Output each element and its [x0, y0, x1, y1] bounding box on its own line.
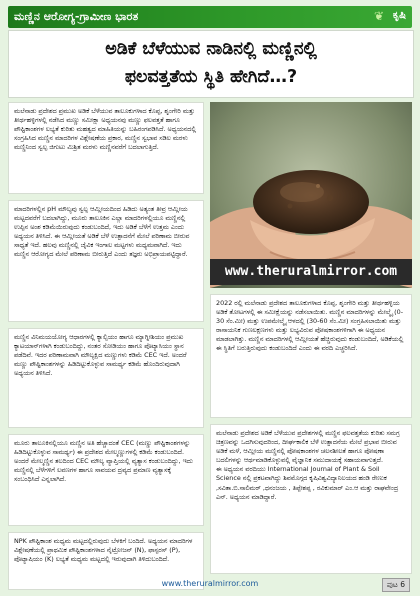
left-column	[8, 102, 204, 596]
left-paragraph-1: ಮಲೆನಾಡು ಪ್ರದೇಶದ ಪ್ರಮುಖ ಅಡಿಕೆ ಬೆಳೆಯುವ ತಾಲೂಕುಗಳಾದ ಕೊಪ್ಪ, ಶೃಂಗೇರಿ ಮತ್ತು ತೀರ್ಥಹಳ್ಳಿಗಳಲ್ಲಿ ನಡೆಸಿದ ಮಣ್ಣು ಸಮೀಕ್ಷಾ ಅಧ್ಯಯನವು ಮಣ್ಣು ಫಲವತ್ತತೆ ಹಾಗೂ ಪೌಷ್ಟಿಕಾಂಶಗಳ ಲಭ್ಯತೆ ಕುರಿತು ಮಹತ್ವದ ಮಾಹಿತಿಯನ್ನು ಬಹಿರಂಗಪಡಿಸಿದೆ. ಅಧ್ಯಯನದಲ್ಲಿ ಸಂಗ್ರಹಿಸಿದ ಮಣ್ಣಿನ ಮಾದರಿಗಳ ವಿಶ್ಲೇಷಣೆಯ ಪ್ರಕಾರ, ಮಣ್ಣಿನ ಸ್ವಭಾವ ಸಡಿಲ ಮರಳು ಮಣ್ಣಿನಿಂದ ಸ್ವಲ್ಪ ಜಿಗುಟು ಮಿಶ್ರಿತ ಮರಳು ಮಣ್ಣಿನವರೆಗೆ ಬದಲಾಗುತ್ತಿದೆ.	[8, 102, 204, 194]
footer-website-link[interactable]: www.theruralmirror.com	[161, 579, 259, 588]
section-header-bar	[8, 6, 412, 28]
photo-url-watermark: www.theruralmirror.com	[210, 259, 412, 285]
right-paragraph-2: ಮಲೆನಾಡು ಪ್ರದೇಶದ ಅಡಿಕೆ ಬೆಳೆಯುವ ಪ್ರದೇಶಗಳಲ್ಲಿ ಮಣ್ಣಿನ ಫಲವತ್ತತೆಯ ಕುರಿತು ಸಮಗ್ರ ಚಿತ್ರಣವನ್ನು ಒದಗಿಸುವುದರಿಂದ, ದೀರ್ಘಕಾಲಿಕ ಬೆಳೆ ಉತ್ಪಾದನೆಯ ಮೇಲೆ ಪ್ರಭಾವ ಬೀರುವ ಅಡಿಕೆ ಮಳೆ, ಆಮ್ಲೀಯ ಮಣ್ಣಿನಲ್ಲಿ ಪೋಷಕಾಂಶಗಳ ಚಲನಶೀಲತೆ ಹಾಗೂ ಪೋಷಣಾ ಬದಲಿಗಳನ್ನು ಆರ್ಥಮಾಡಿಕೊಳ್ಳುವಲ್ಲಿ ವೈಜ್ಞಾನಿಕ ಸಮುದಾಯಕ್ಕೆ ಸಹಾಯವಾಗುತ್ತದೆ. ಈ ಅಧ್ಯಯನ ವರದಿಯು International Journal of Plant & Soil Science ನಲ್ಲಿ ಪ್ರಕಟವಾಗಿದ್ದು ಶಿವಮೊಗ್ಗದ ಕೃಷಿವಿಶ್ವವಿದ್ಯಾನಿಲಯದ ಹಂಡಿ ರೇಣುಕ ,ಸವಿತಾ.ಬಿ.ಸಾಲಿಮಠ್ ,ಧನಂಜಯ , ತಿಪ್ಪೇಶಪ್ಪ , ರವಿಕುಮಾರ್ ಎಂ.ಆ ಮತ್ತು ರಾಘವೇಂದ್ರ ಎನ್. ಅಧ್ಯಯನ ಮಾಡಿದ್ದಾರೆ.	[210, 424, 412, 574]
page-number: ಪುಟ 6	[382, 578, 410, 592]
left-paragraph-3: ಮಣ್ಣಿನ ವಿನಿಮಯಯೋಗ್ಯ ಆಧಾರಗಳಲ್ಲಿ ಕ್ಯಾಲ್ಸಿಯಂ ಹಾಗೂ ಮ್ಯಾಗ್ನೀಶಿಯಂ ಪ್ರಮುಖ ಕ್ಯಾಟಯಾನ್‌ಗಳಾಗಿ ಕಂಡುಬಂದಿದ್ದು, ನಂತರ ಸೋಡಿಯಂ ಹಾಗೂ ಪೊಟ್ಯಾಸಿಯಂ ಸ್ಥಾನ ಪಡೆದಿವೆ. ಇದರ ಪರಿಣಾಮವಾಗಿ ಮೌಲ್ಯಕ್ಷಿದ ಮಣ್ಣುಗಳು ಕಡಿಮೆ CEC ಇದೆ. ಅಂದರೆ ಮಣ್ಣು ಪೌಷ್ಟಿಕಾಂಶಗಳನ್ನು ಹಿಡಿದಿಟ್ಟುಕೊಳ್ಳುವ ಸಾಮರ್ಥ್ಯ ಕಡಿಮೆ ಹೊಂದಿರುವುದಾಗಿ ಅಧ್ಯಯನ ತಿಳಿಸಿದೆ.	[8, 328, 204, 428]
left-paragraph-5: NPK ಪೌಷ್ಟಿಕಾಂಶ ಮಧ್ಯಮ ಮಟ್ಟದಲ್ಲಿರುವುದು ಬೆಳಕಿಗೆ ಬಂದಿದೆ. ಅಧ್ಯಯನ ಮಾದರಿಗಳ ವಿಶ್ಲೇಷಣೆಯಲ್ಲಿ ಪ್ರಾಥಮಿಕ ಪೌಷ್ಟಿಕಾಂಶಗಳಾದ ನೈಟ್ರೋಜನ್ (N), ಫಾಸ್ಪರಸ್ (P), ಪೊಟ್ಯಾಷಿಯಂ (K) ಲಭ್ಯತೆ ಮಧ್ಯಮ ಮಟ್ಟದಲ್ಲಿ ಇರುವುದಾಗಿ ತಿಳಿದುಬಂದಿದೆ.	[8, 532, 204, 590]
hands-holding-soil-photo	[210, 102, 412, 288]
right-column	[210, 102, 412, 580]
headline-line-1: ಅಡಿಕೆ ಬೆಳೆಯುವ ನಾಡಿನಲ್ಲಿ ಮಣ್ಣಿನಲ್ಲಿ	[105, 39, 317, 59]
left-paragraph-4: ಮೂರು ತಾಲೂಕಿನಲ್ಲಿಯೂ ಮಣ್ಣಿನ ಅತಿ ಹೆಚ್ಚಾದಂತೆ CEC (ಮಣ್ಣು ಪೌಷ್ಟಿಕಾಂಶಗಳನ್ನು ಹಿಡಿದಿಟ್ಟುಕೊಳ್ಳುವ ಸಾಮರ್ಥ್ಯ) ಈ ಪ್ರದೇಶದ ಮೇಲ್ಮಣ್ಣುಗಳಲ್ಲಿ ಕಡಿಮೆ ಕಂಡುಬಂದಿದೆ. ಅಂದರೆ ಮೇಲ್ಮಣ್ಣಿನ ತಲದಿಂದ CEC ಮೌಲ್ಯ ವ್ಯಾಪ್ತಿಯಲ್ಲಿ ವ್ಯತ್ಯಾಸ ಕಂಡುಬಂದಿದ್ದು, ಇದು ಮಣ್ಣಿನಲ್ಲಿ ಬೆಳೆಗಳಿಗೆ ಲವಣಗಳ ಹಾಗೂ ಸಾವಯವ ದ್ರವ್ಯದ ಪ್ರಮಾಣ ವ್ಯತ್ಯಾಸಕ್ಕೆ ಸಂಬಂಧಿಸಿದೆ ಎನ್ನಲಾಗಿದೆ.	[8, 434, 204, 526]
category-label: ಕೃಷಿ	[392, 10, 406, 21]
left-paragraph-2: ಮಾದರಿಗಳಲ್ಲಿನ pH ಮೌಲ್ಯವು ಸ್ವಲ್ಪ ಆಮ್ಲೀಯದಿಂದ ಹಿಡಿದು ಅತ್ಯಂತ ತೀವ್ರ ಆಮ್ಲೀಯ ಮಟ್ಟದವರೆಗೆ ಬದಲಾಗಿದ್ದು, ಮೂರು ತಾಲೂಕಿನ ಎಲ್ಲಾ ಮಾದರಿಗಳಲ್ಲಿಯೂ ಮಣ್ಣಿನಲ್ಲಿ ಉಪ್ಪಿನ ಅಂಶ ಕಡಿಮೆಯಿರುವುದು ಕಂಡುಬಂದಿದೆ, ಇದು ಅಡಿಕೆ ಬೆಳೆಗೆ ಉತ್ತಮ ಎಂದು ಅಧ್ಯಯನ ತಿಳಿಸಿದೆ. ಈ ಆಮ್ಲೀಯತೆ ಅಡಿಕೆ ಬೆಳೆ ಉತ್ಪಾದನೆಗೆ ಮೇಲೆ ಪರಿಣಾಮ ಬೀರುವ ಸಾಧ್ಯತೆ ಇದೆ. ಹಲವು ಮಣ್ಣಿನಲ್ಲಿ ಜೈವಿಕ ಇಂಗಾಲ ಮಟ್ಟಗಳು ಮಧ್ಯಮವಾಗಿದೆ. ಇದು ಮಣ್ಣಿನ ಆರೋಗ್ಯದ ಮೇಲೆ ಪರಿಣಾಮ ಬೀರುತ್ತಿದೆ ಎಂದು ತಜ್ಞರು ಅಭಿಪ್ರಾಯಪಟ್ಟಿದ್ದಾರೆ.	[8, 200, 204, 322]
right-paragraph-1: 2022 ರಲ್ಲಿ ಮಲೆನಾಡು ಪ್ರದೇಶದ ತಾಲೂಕುಗಳಾದ ಕೊಪ್ಪ, ಶೃಂಗೇರಿ ಮತ್ತು ತೀರ್ಥಹಳ್ಳಿಯ ಅಡಿಕೆ ತೋಟಗಳಲ್ಲಿ ಈ ಸಮೀಕ್ಷೆಯನ್ನು ನಡೆಸಲಾಯಿತು. ಮಣ್ಣಿನ ಮಾದರಿಗಳನ್ನು ಮೇಲ್ಮೈ (0-30 ಸೆಂ.ಮೀ) ಮತ್ತು ಉಪಮೇಲ್ಮೈ ಆಳದಲ್ಲಿ (30-60 ಸೆಂ.ಮೀ) ಸಂಗ್ರಹಿಸಲಾಯಿತು ಮತ್ತು ರಾಸಾಯನಿಕ ಗುಣಲಕ್ಷಣಗಳು ಮತ್ತು ಲಭ್ಯವಿರುವ ಪೋಷಕಾಂಶಗಳಿಗಾಗಿ ಈ ಅಧ್ಯಯನ ಮಾಡಲಾಗಿತ್ತು. ಮಣ್ಣಿನ ಮಾದರಿಗಳಲ್ಲಿ ಆಮ್ಲೀಯತೆ ಹೆಚ್ಚಿರುವುದು ಕಂಡುಬಂದಿದೆ, ಅಡಿಕೆಯಲ್ಲಿ ಈ ಸ್ಥಿತಿಗೆ ಬರುತ್ತಿರುವುದು ಕಂಡುಬಂದಿದೆ ಎಂದು ಈ ವರದಿ ಎಚ್ಚರಿಸಿದೆ.	[210, 294, 412, 418]
headline-box	[8, 30, 414, 98]
headline-line-2: ಫಲವತ್ತತೆಯ ಸ್ಥಿತಿ ಹೇಗಿದೆ…?	[124, 67, 298, 87]
section-label: ಮಣ್ಣಿನ ಆರೋಗ್ಯ-ಗ್ರಾಮೀಣ ಭಾರತ	[14, 10, 139, 23]
leaf-icon: ❦	[373, 9, 384, 23]
